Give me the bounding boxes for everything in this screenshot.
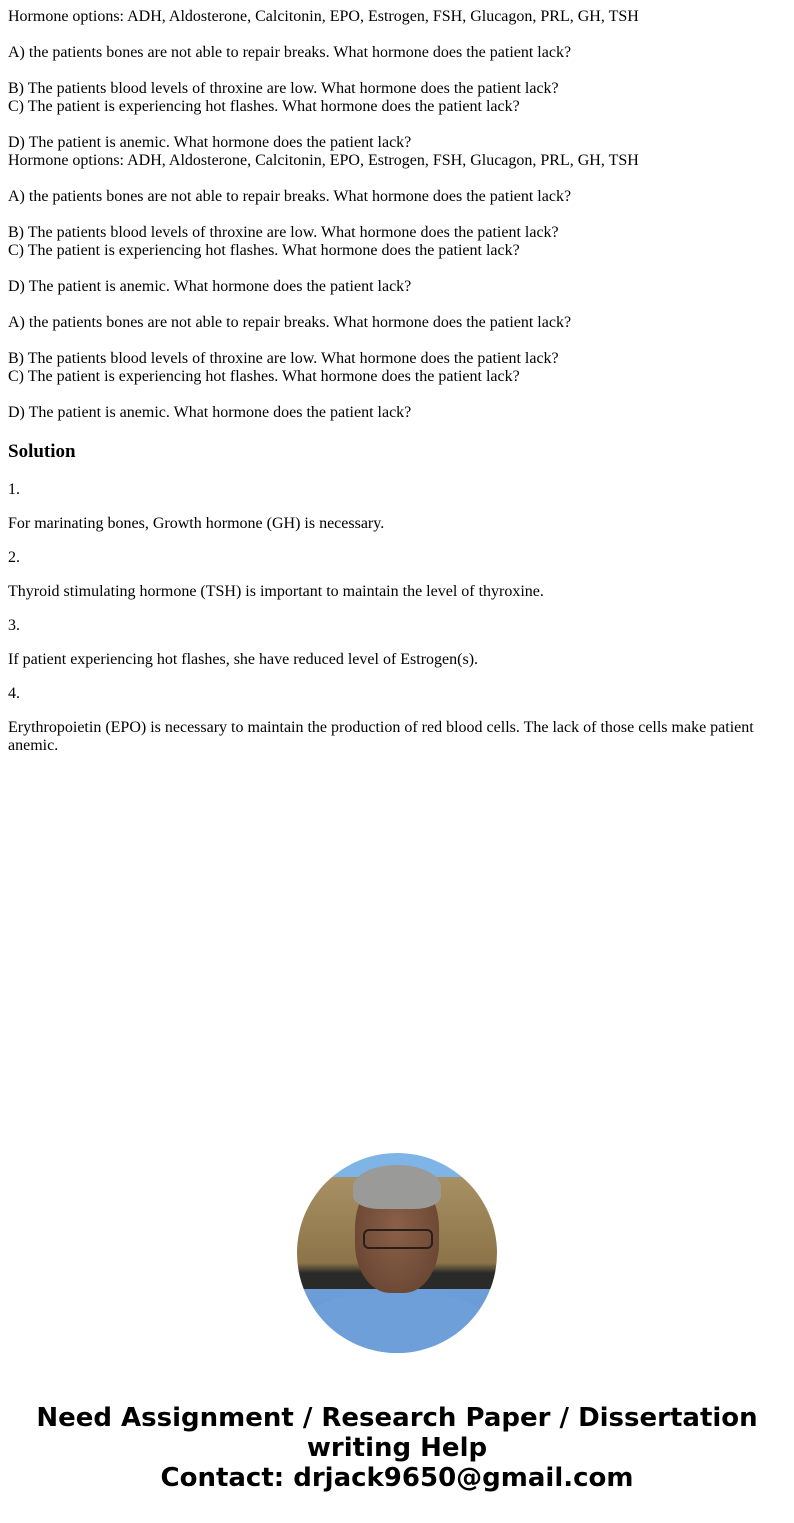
solution-text: Thyroid stimulating hormone (TSH) is important to maintain the level of thyroxine.: [8, 583, 544, 600]
question-a: A) the patients bones are not able to repair breaks. What hormone does the patient lack?: [8, 188, 572, 205]
question-b: B) The patients blood levels of throxine are low. What hormone does the patient lack?: [8, 224, 559, 241]
question-c: C) The patient is experiencing hot flashes. What hormone does the patient lack?: [8, 98, 520, 115]
promo-contact: Contact: drjack9650@gmail.com: [160, 1463, 634, 1493]
question-a: A) the patients bones are not able to repair breaks. What hormone does the patient lack?: [8, 314, 572, 331]
solution-text: Erythropoietin (EPO) is necessary to maintain the production of red blood cells. The lack of those cells make patient anemic.: [8, 719, 754, 754]
solution-number: 2.: [8, 549, 20, 566]
question-a: A) the patients bones are not able to repair breaks. What hormone does the patient lack?: [8, 44, 572, 61]
promo-banner: [0, 1403, 794, 1493]
author-avatar: [297, 1153, 497, 1353]
hormone-options: Hormone options: ADH, Aldosterone, Calcitonin, EPO, Estrogen, FSH, Glucagon, PRL, GH, TSH: [8, 8, 639, 25]
solution-number: 3.: [8, 617, 20, 634]
avatar-glasses: [363, 1229, 433, 1249]
promo-line-2: writing Help: [306, 1433, 488, 1463]
question-d: D) The patient is anemic. What hormone does the patient lack?: [8, 278, 412, 295]
question-c: C) The patient is experiencing hot flashes. What hormone does the patient lack?: [8, 368, 520, 385]
solution-text: For marinating bones, Growth hormone (GH) is necessary.: [8, 515, 385, 532]
solution-number: 1.: [8, 481, 20, 498]
avatar-hair: [353, 1165, 441, 1209]
solution-text: If patient experiencing hot flashes, she have reduced level of Estrogen(s).: [8, 651, 479, 668]
question-d: D) The patient is anemic. What hormone does the patient lack?: [8, 134, 412, 151]
promo-line-1: Need Assignment / Research Paper / Dissertation: [36, 1403, 758, 1433]
question-d: D) The patient is anemic. What hormone does the patient lack?: [8, 404, 412, 421]
avatar-shirt: [307, 1293, 487, 1353]
solution-heading: Solution: [8, 441, 76, 462]
question-b: B) The patients blood levels of throxine are low. What hormone does the patient lack?: [8, 350, 559, 367]
hormone-options: Hormone options: ADH, Aldosterone, Calcitonin, EPO, Estrogen, FSH, Glucagon, PRL, GH, TSH: [8, 152, 639, 169]
question-b: B) The patients blood levels of throxine are low. What hormone does the patient lack?: [8, 80, 559, 97]
solution-number: 4.: [8, 685, 20, 702]
question-c: C) The patient is experiencing hot flashes. What hormone does the patient lack?: [8, 242, 520, 259]
